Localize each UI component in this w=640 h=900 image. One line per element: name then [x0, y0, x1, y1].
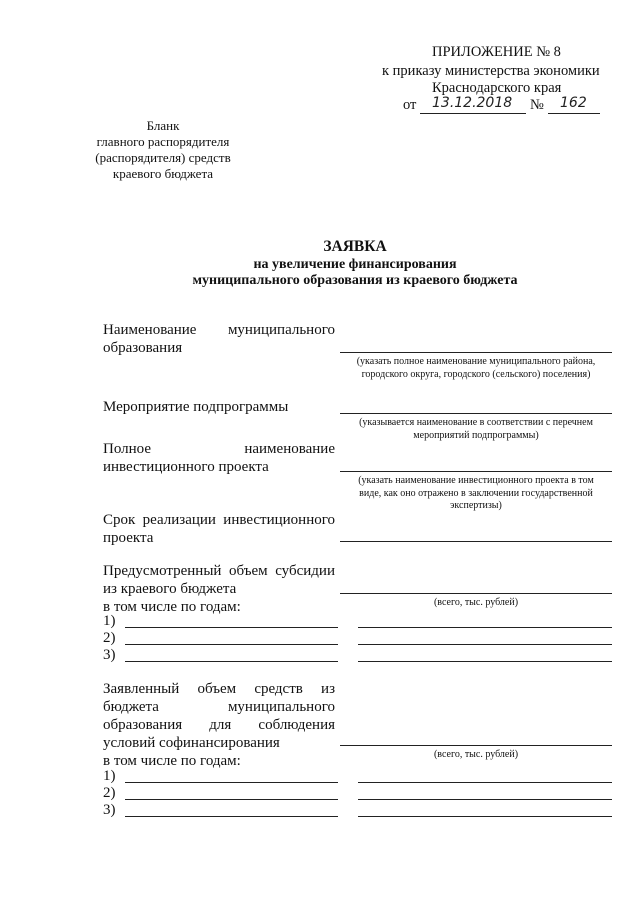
declared-year-3-field[interactable]: [125, 816, 338, 817]
project-hint: [340, 475, 612, 513]
hint-line: (указывается наименование в соответствии с перечнем: [359, 417, 593, 428]
blank-line: Бланк: [146, 118, 180, 133]
label-word: Полное: [103, 441, 151, 457]
term-input-line[interactable]: [340, 541, 612, 542]
label-line: проекта: [103, 530, 154, 546]
number-underline: [548, 113, 600, 114]
blank-line: краевого бюджета: [112, 166, 214, 181]
blank-line: главного распорядителя: [96, 134, 230, 149]
label-word: Заявленный: [103, 681, 180, 697]
document-subtitle-2: муниципального образования из краевого бюджета: [192, 273, 518, 288]
declared-year-2-value[interactable]: [358, 799, 612, 800]
subsidy-year-3-value[interactable]: [358, 661, 612, 662]
subprogram-hint: [340, 417, 612, 442]
label-word: из: [321, 681, 335, 697]
label-word: наименование: [244, 441, 335, 457]
number-prefix: №: [530, 97, 544, 113]
subsidy-label: [103, 562, 335, 616]
term-label: [103, 511, 335, 547]
hint-line: городского округа, городского (сельского) поселения): [361, 368, 591, 380]
label-line: из краевого бюджета: [103, 581, 237, 597]
date-underline: [420, 113, 526, 114]
municipality-hint: [340, 356, 612, 381]
declared-year-1-label: 1): [103, 768, 116, 784]
label-line: инвестиционного проекта: [103, 459, 269, 475]
municipality-input-line[interactable]: [340, 352, 612, 353]
label-word: Наименование: [103, 322, 197, 338]
label-line: в том числе по годам:: [103, 753, 241, 769]
label-word: муниципального: [227, 699, 335, 715]
order-number: 162: [560, 95, 587, 111]
label-word: для: [209, 717, 232, 733]
declared-year-2-field[interactable]: [125, 799, 338, 800]
label-word: средств: [254, 681, 303, 697]
blank-block: [88, 118, 238, 182]
hint-line: виде, как оно отражено в заключении государственной: [359, 487, 593, 499]
region-name: Краснодарского края: [432, 80, 562, 96]
project-label: [103, 440, 335, 476]
label-word: бюджета: [103, 699, 159, 715]
subprogram-input-line[interactable]: [340, 413, 612, 414]
hint-line: экспертизы): [450, 500, 502, 511]
subsidy-year-3-label: 3): [103, 647, 116, 663]
hint-line: (указать полное наименование муниципального района,: [356, 356, 596, 367]
document-subtitle-1: на увеличение финансирования: [253, 257, 457, 272]
blank-line: (распорядителя) средств: [95, 150, 231, 165]
project-input-line[interactable]: [340, 471, 612, 472]
subsidy-total-line[interactable]: [340, 593, 612, 594]
label-word: муниципального: [227, 322, 335, 338]
subprogram-label: Мероприятие подпрограммы: [103, 399, 289, 415]
declared-year-3-value[interactable]: [358, 816, 612, 817]
label-line: Предусмотренный объем субсидии: [103, 563, 335, 579]
subsidy-hint: (всего, тыс. рублей): [433, 597, 519, 608]
order-date: 13.12.2018: [432, 95, 513, 111]
subsidy-year-1-label: 1): [103, 613, 116, 629]
subsidy-year-2-field[interactable]: [125, 644, 338, 645]
document-title: ЗАЯВКА: [323, 238, 387, 255]
declared-label: [103, 680, 335, 770]
label-word: образования: [103, 717, 183, 733]
declared-year-3-label: 3): [103, 802, 116, 818]
label-line: условий софинансирования: [103, 735, 280, 751]
subsidy-year-1-field[interactable]: [125, 627, 338, 628]
declared-year-1-value[interactable]: [358, 782, 612, 783]
label-line: образования: [103, 340, 183, 356]
hint-line: (указать наименование инвестиционного проекта в том: [358, 475, 594, 486]
appendix-title: ПРИЛОЖЕНИЕ № 8: [432, 44, 561, 60]
declared-total-line[interactable]: [340, 745, 612, 746]
date-prefix: от: [403, 97, 417, 113]
declared-year-1-field[interactable]: [125, 782, 338, 783]
declared-hint: (всего, тыс. рублей): [433, 749, 519, 760]
subsidy-year-1-value[interactable]: [358, 627, 612, 628]
order-reference: к приказу министерства экономики: [382, 63, 600, 79]
label-word: соблюдения: [258, 717, 335, 733]
hint-line: мероприятий подпрограммы): [413, 429, 539, 441]
subsidy-year-2-value[interactable]: [358, 644, 612, 645]
municipality-label: [103, 321, 335, 357]
label-word: объем: [197, 681, 237, 697]
subsidy-year-3-field[interactable]: [125, 661, 338, 662]
label-line: Срок реализации инвестиционного: [103, 512, 335, 528]
subsidy-year-2-label: 2): [103, 630, 116, 646]
declared-year-2-label: 2): [103, 785, 116, 801]
label-line: в том числе по годам:: [103, 599, 241, 615]
